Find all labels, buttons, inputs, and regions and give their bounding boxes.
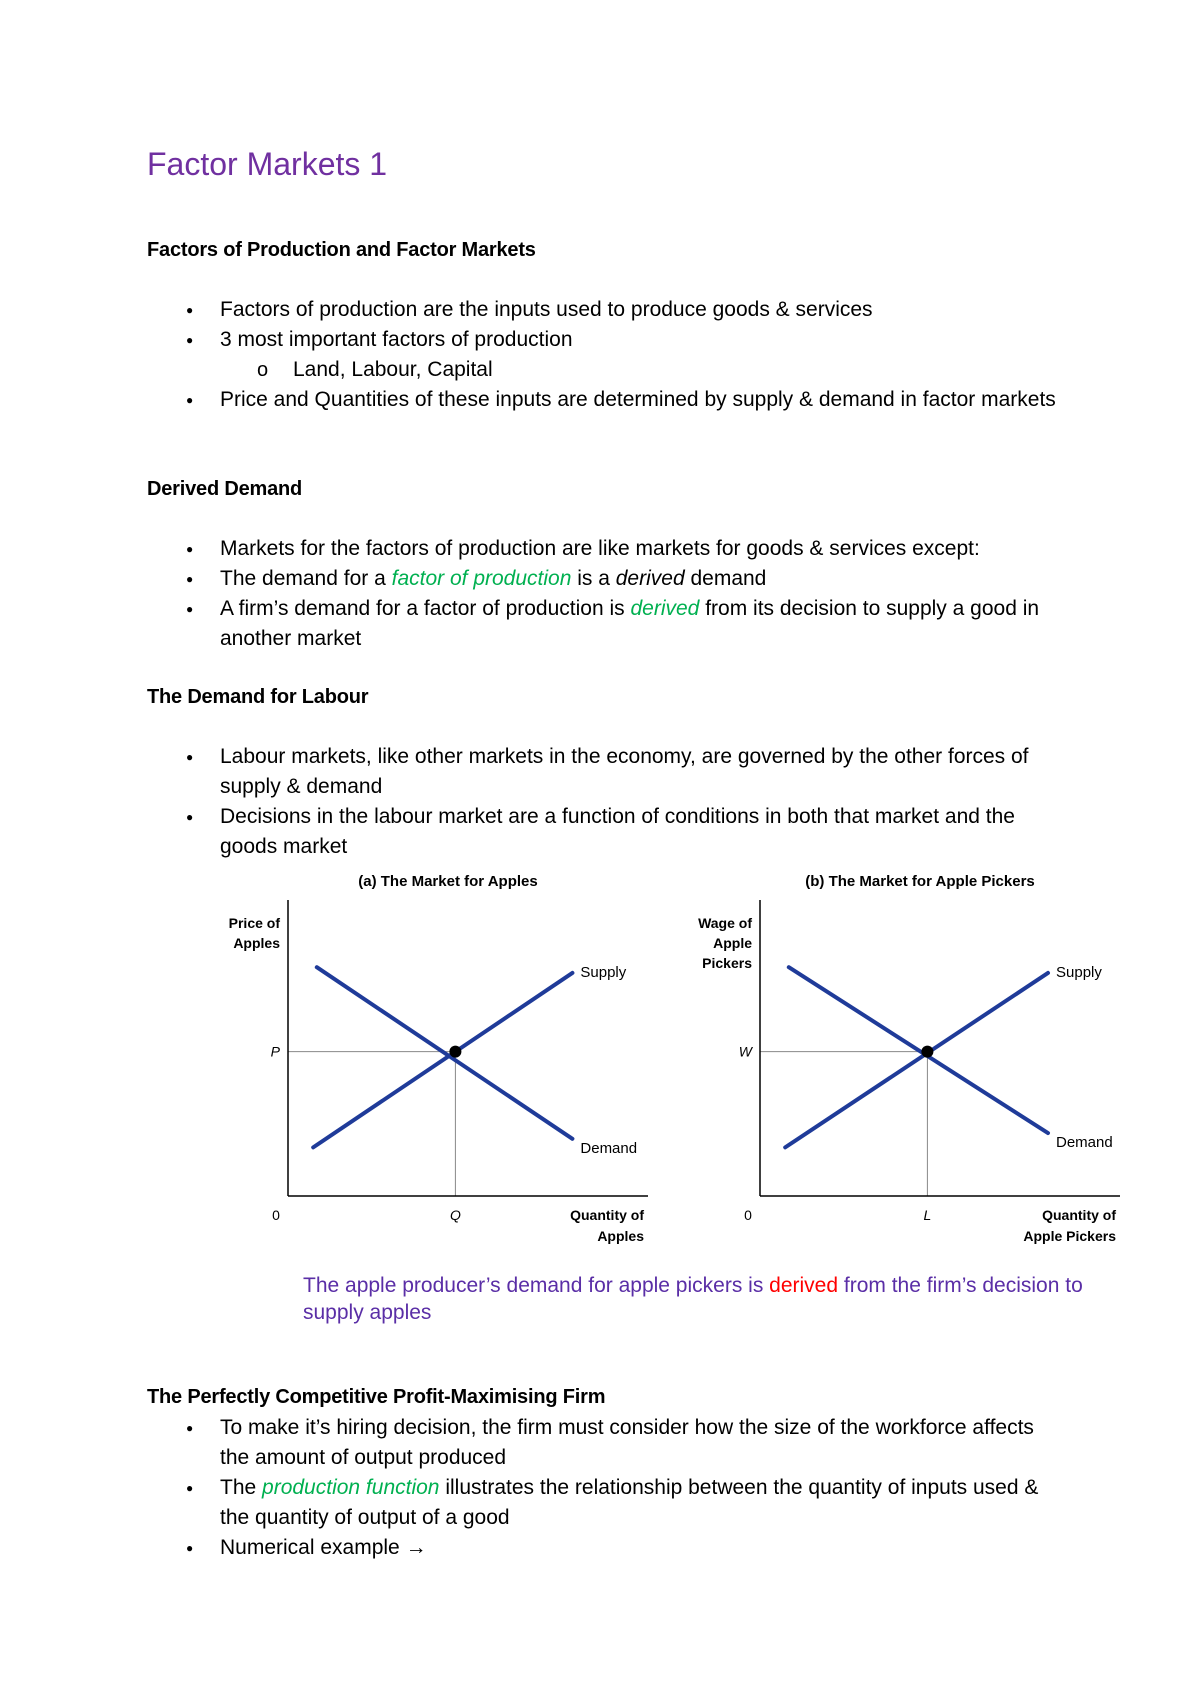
- caption-text: The apple producer’s demand for apple pickers is: [303, 1274, 770, 1297]
- x-axis-label: Quantity of: [570, 1207, 644, 1223]
- list-item: ● 3 most important factors of production: [147, 325, 1067, 355]
- list-item: ● Numerical example →: [147, 1533, 1067, 1563]
- text-run: demand: [684, 567, 767, 590]
- curve-label-demand: Demand: [1056, 1134, 1113, 1152]
- chart-title: (a) The Market for Apples: [358, 873, 538, 890]
- list-firm: [147, 1413, 1067, 1563]
- curve-supply: [785, 973, 1048, 1147]
- list-item: ● To make it’s hiring decision, the firm must consider how the size of the workforce affects the amount of output produced: [147, 1413, 1067, 1473]
- x-axis-label: Apple Pickers: [1023, 1228, 1116, 1244]
- list-subitem: o Land, Labour, Capital: [147, 355, 1067, 385]
- list-item: ● Markets for the factors of production are like markets for goods & services except:: [147, 534, 1067, 564]
- text-run: illustrates the relationship between the quantity of inputs used & the quantity of output of a good: [220, 1476, 1039, 1529]
- heading-derived-demand: Derived Demand: [147, 478, 303, 500]
- origin-label: 0: [272, 1207, 280, 1223]
- highlight-text: factor of production: [391, 567, 572, 590]
- heading-factors: Factors of Production and Factor Markets: [147, 239, 536, 261]
- heading-demand-for-labour: The Demand for Labour: [147, 686, 369, 708]
- chart-caption: [303, 1272, 1103, 1326]
- y-axis-label: Apples: [233, 935, 280, 951]
- curve-label-demand: Demand: [580, 1139, 638, 1157]
- chart-title: (b) The Market for Apple Pickers: [805, 873, 1035, 890]
- y-axis-label: Pickers: [702, 955, 752, 971]
- list-item: ● Decisions in the labour market are a function of conditions in both that market and the goods market: [147, 802, 1067, 862]
- italic-text: derived: [615, 567, 685, 590]
- page-title: Factor Markets 1: [147, 146, 388, 182]
- curve-demand: [317, 967, 573, 1139]
- curve-label-supply: Supply: [580, 963, 627, 981]
- x-axis-label: Apples: [597, 1228, 644, 1244]
- equilibrium-y-label: P: [270, 1043, 280, 1060]
- equilibrium-point: [921, 1046, 933, 1058]
- caption-text: from the firm’s decision to supply apples: [303, 1274, 1083, 1324]
- origin-label: 0: [744, 1207, 752, 1223]
- list-item: ● Labour markets, like other markets in the economy, are governed by the other forces of supply & demand: [147, 742, 1067, 802]
- highlight-text: production function: [262, 1476, 440, 1499]
- curve-label-supply: Supply: [1056, 963, 1102, 981]
- list-factors: [147, 295, 1067, 415]
- list-derived: [147, 534, 1067, 654]
- list-item: [147, 594, 1067, 654]
- x-axis-label: Quantity of: [1042, 1207, 1116, 1223]
- chart-apple-pickers: [672, 866, 1132, 1246]
- y-axis-label: Wage of: [698, 915, 752, 931]
- text-run: The: [220, 1476, 263, 1499]
- curve-supply: [313, 973, 572, 1147]
- list-item: [147, 564, 1067, 594]
- list-labour: [147, 742, 1067, 862]
- equilibrium-x-label: Q: [449, 1207, 461, 1223]
- text-run: A firm’s demand for a factor of production is: [220, 597, 631, 620]
- text-run: from its decision to supply a good in another market: [220, 597, 1040, 650]
- highlight-text: derived: [630, 597, 700, 620]
- equilibrium-x-label: L: [923, 1207, 932, 1223]
- list-item: ● Price and Quantities of these inputs are determined by supply & demand in factor markets: [147, 385, 1067, 415]
- list-item: [147, 1473, 1067, 1533]
- chart-apples: [200, 866, 660, 1246]
- text-run: is a: [571, 567, 616, 590]
- y-axis-label: Apple: [713, 935, 752, 951]
- y-axis-label: Price of: [228, 915, 280, 931]
- list-item: ● Factors of production are the inputs used to produce goods & services: [147, 295, 1067, 325]
- curve-demand: [789, 967, 1048, 1133]
- text-run: The demand for a: [220, 567, 392, 590]
- caption-highlight: derived: [769, 1274, 839, 1297]
- equilibrium-point: [449, 1046, 461, 1058]
- heading-competitive-firm: The Perfectly Competitive Profit-Maximising Firm: [147, 1386, 606, 1408]
- equilibrium-y-label: W: [738, 1043, 752, 1060]
